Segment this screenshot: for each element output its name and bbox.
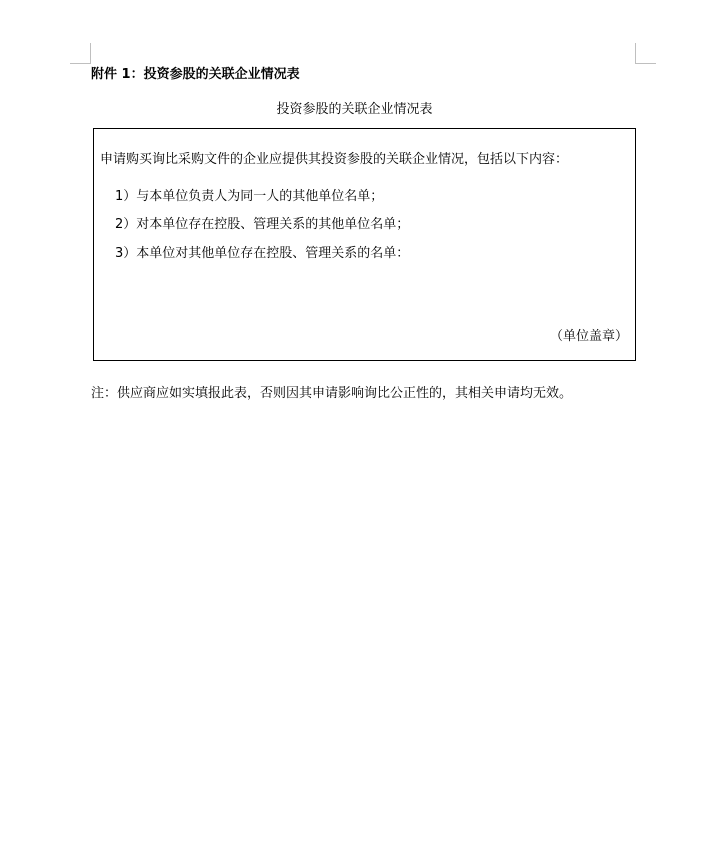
attachment-heading: 附件 1：投资参股的关联企业情况表 [91, 67, 300, 82]
info-box [93, 128, 636, 361]
margin-corner-mark-top-right [635, 43, 656, 64]
box-list-item: 2）对本单位存在控股、管理关系的其他单位名单； [115, 217, 410, 232]
box-list-item: 1）与本单位负责人为同一人的其他单位名单； [115, 189, 384, 204]
footnote: 注：供应商应如实填报此表，否则因其申请影响询比公正性的，其相关申请均无效。 [91, 386, 573, 401]
box-list-item: 3）本单位对其他单位存在控股、管理关系的名单： [115, 246, 410, 261]
box-intro-text: 申请购买询比采购文件的企业应提供其投资参股的关联企业情况，包括以下内容： [100, 152, 569, 167]
seal-label: （单位盖章） [549, 329, 628, 344]
margin-corner-mark-top-left [70, 43, 91, 64]
table-title: 投资参股的关联企业情况表 [276, 102, 433, 117]
